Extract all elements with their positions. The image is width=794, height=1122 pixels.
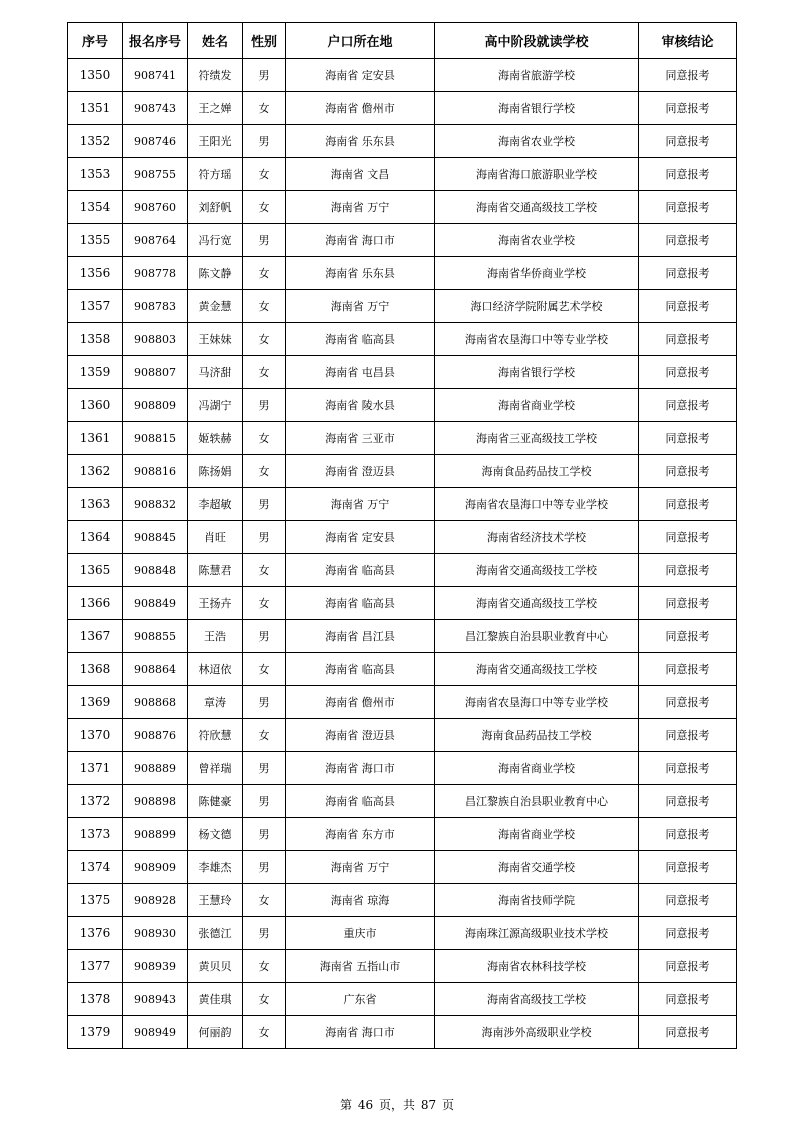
cell-seq: 1369 bbox=[68, 686, 123, 719]
cell-name: 马济甜 bbox=[188, 356, 243, 389]
table-row bbox=[68, 950, 737, 983]
table-row bbox=[68, 290, 737, 323]
cell-gender: 女 bbox=[243, 983, 286, 1016]
cell-review-result: 同意报考 bbox=[639, 785, 737, 818]
cell-high-school: 海南省商业学校 bbox=[435, 389, 639, 422]
cell-registration-no: 908889 bbox=[123, 752, 188, 785]
cell-gender: 女 bbox=[243, 290, 286, 323]
cell-seq: 1365 bbox=[68, 554, 123, 587]
cell-name: 王之婵 bbox=[188, 92, 243, 125]
cell-name: 黄佳琪 bbox=[188, 983, 243, 1016]
table-row bbox=[68, 323, 737, 356]
cell-name: 王扬卉 bbox=[188, 587, 243, 620]
cell-high-school: 海南食品药品技工学校 bbox=[435, 455, 639, 488]
cell-review-result: 同意报考 bbox=[639, 125, 737, 158]
cell-seq: 1363 bbox=[68, 488, 123, 521]
cell-high-school: 昌江黎族自治县职业教育中心 bbox=[435, 785, 639, 818]
cell-high-school: 海南省高级技工学校 bbox=[435, 983, 639, 1016]
cell-name: 李超敏 bbox=[188, 488, 243, 521]
cell-review-result: 同意报考 bbox=[639, 818, 737, 851]
cell-seq: 1358 bbox=[68, 323, 123, 356]
cell-gender: 女 bbox=[243, 191, 286, 224]
table-row bbox=[68, 191, 737, 224]
cell-household-location: 海南省 乐东县 bbox=[286, 257, 435, 290]
cell-household-location: 海南省 海口市 bbox=[286, 752, 435, 785]
table-row bbox=[68, 851, 737, 884]
cell-name: 姬轶赫 bbox=[188, 422, 243, 455]
table-row bbox=[68, 488, 737, 521]
cell-household-location: 海南省 定安县 bbox=[286, 59, 435, 92]
cell-seq: 1371 bbox=[68, 752, 123, 785]
cell-gender: 男 bbox=[243, 818, 286, 851]
cell-gender: 男 bbox=[243, 752, 286, 785]
cell-review-result: 同意报考 bbox=[639, 59, 737, 92]
cell-gender: 女 bbox=[243, 92, 286, 125]
cell-seq: 1368 bbox=[68, 653, 123, 686]
cell-registration-no: 908743 bbox=[123, 92, 188, 125]
table-row bbox=[68, 521, 737, 554]
cell-household-location: 海南省 屯昌县 bbox=[286, 356, 435, 389]
table-row bbox=[68, 257, 737, 290]
cell-high-school: 海南省商业学校 bbox=[435, 818, 639, 851]
cell-gender: 男 bbox=[243, 521, 286, 554]
cell-household-location: 海南省 海口市 bbox=[286, 1016, 435, 1049]
cell-name: 王阳光 bbox=[188, 125, 243, 158]
table-row bbox=[68, 653, 737, 686]
cell-registration-no: 908815 bbox=[123, 422, 188, 455]
cell-gender: 男 bbox=[243, 785, 286, 818]
cell-name: 符欣慧 bbox=[188, 719, 243, 752]
cell-seq: 1362 bbox=[68, 455, 123, 488]
cell-high-school: 海口经济学院附属艺术学校 bbox=[435, 290, 639, 323]
cell-name: 陈扬娟 bbox=[188, 455, 243, 488]
table-row bbox=[68, 719, 737, 752]
cell-household-location: 海南省 琼海 bbox=[286, 884, 435, 917]
cell-household-location: 海南省 万宁 bbox=[286, 851, 435, 884]
cell-registration-no: 908760 bbox=[123, 191, 188, 224]
cell-high-school: 海南省银行学校 bbox=[435, 92, 639, 125]
cell-review-result: 同意报考 bbox=[639, 356, 737, 389]
cell-review-result: 同意报考 bbox=[639, 224, 737, 257]
table-row bbox=[68, 785, 737, 818]
cell-review-result: 同意报考 bbox=[639, 983, 737, 1016]
table-row bbox=[68, 92, 737, 125]
cell-registration-no: 908848 bbox=[123, 554, 188, 587]
footer-total-pages: 87 bbox=[420, 1098, 437, 1112]
cell-gender: 女 bbox=[243, 653, 286, 686]
cell-registration-no: 908746 bbox=[123, 125, 188, 158]
footer-prefix: 第 bbox=[340, 1098, 353, 1112]
cell-review-result: 同意报考 bbox=[639, 719, 737, 752]
cell-seq: 1364 bbox=[68, 521, 123, 554]
column-header-high-school: 高中阶段就读学校 bbox=[435, 23, 639, 59]
cell-review-result: 同意报考 bbox=[639, 323, 737, 356]
cell-gender: 女 bbox=[243, 422, 286, 455]
cell-household-location: 海南省 临高县 bbox=[286, 554, 435, 587]
footer-suffix: 页 bbox=[441, 1098, 454, 1112]
cell-high-school: 海南省农业学校 bbox=[435, 224, 639, 257]
cell-review-result: 同意报考 bbox=[639, 620, 737, 653]
cell-seq: 1355 bbox=[68, 224, 123, 257]
cell-high-school: 海南省农垦海口中等专业学校 bbox=[435, 488, 639, 521]
cell-gender: 女 bbox=[243, 554, 286, 587]
cell-household-location: 海南省 临高县 bbox=[286, 323, 435, 356]
cell-household-location: 海南省 万宁 bbox=[286, 488, 435, 521]
cell-review-result: 同意报考 bbox=[639, 191, 737, 224]
cell-high-school: 海南省海口旅游职业学校 bbox=[435, 158, 639, 191]
cell-seq: 1375 bbox=[68, 884, 123, 917]
cell-gender: 男 bbox=[243, 620, 286, 653]
cell-name: 林迢依 bbox=[188, 653, 243, 686]
cell-household-location: 海南省 文昌 bbox=[286, 158, 435, 191]
cell-seq: 1374 bbox=[68, 851, 123, 884]
cell-review-result: 同意报考 bbox=[639, 917, 737, 950]
cell-registration-no: 908845 bbox=[123, 521, 188, 554]
cell-gender: 男 bbox=[243, 59, 286, 92]
cell-seq: 1357 bbox=[68, 290, 123, 323]
cell-seq: 1378 bbox=[68, 983, 123, 1016]
cell-registration-no: 908864 bbox=[123, 653, 188, 686]
cell-household-location: 海南省 儋州市 bbox=[286, 686, 435, 719]
column-header-household-location: 户口所在地 bbox=[286, 23, 435, 59]
cell-high-school: 海南省三亚高级技工学校 bbox=[435, 422, 639, 455]
cell-high-school: 海南省交通高级技工学校 bbox=[435, 191, 639, 224]
cell-review-result: 同意报考 bbox=[639, 257, 737, 290]
cell-high-school: 海南省商业学校 bbox=[435, 752, 639, 785]
cell-registration-no: 908778 bbox=[123, 257, 188, 290]
table-row bbox=[68, 158, 737, 191]
cell-name: 王慧玲 bbox=[188, 884, 243, 917]
cell-name: 王妹妹 bbox=[188, 323, 243, 356]
table-row bbox=[68, 356, 737, 389]
cell-name: 符绩发 bbox=[188, 59, 243, 92]
cell-gender: 男 bbox=[243, 224, 286, 257]
cell-high-school: 海南省农业学校 bbox=[435, 125, 639, 158]
cell-household-location: 海南省 陵水县 bbox=[286, 389, 435, 422]
cell-registration-no: 908868 bbox=[123, 686, 188, 719]
cell-review-result: 同意报考 bbox=[639, 851, 737, 884]
cell-name: 陈健豪 bbox=[188, 785, 243, 818]
cell-seq: 1366 bbox=[68, 587, 123, 620]
cell-review-result: 同意报考 bbox=[639, 752, 737, 785]
cell-gender: 女 bbox=[243, 587, 286, 620]
footer-current-page: 46 bbox=[357, 1098, 374, 1112]
cell-registration-no: 908849 bbox=[123, 587, 188, 620]
column-header-review-result: 审核结论 bbox=[639, 23, 737, 59]
cell-registration-no: 908764 bbox=[123, 224, 188, 257]
cell-gender: 女 bbox=[243, 323, 286, 356]
cell-gender: 女 bbox=[243, 158, 286, 191]
cell-seq: 1360 bbox=[68, 389, 123, 422]
table-row bbox=[68, 455, 737, 488]
cell-gender: 男 bbox=[243, 686, 286, 719]
footer-middle: 页，共 bbox=[378, 1098, 415, 1112]
cell-high-school: 海南省农垦海口中等专业学校 bbox=[435, 686, 639, 719]
cell-household-location: 海南省 海口市 bbox=[286, 224, 435, 257]
table-body bbox=[68, 59, 737, 1049]
cell-review-result: 同意报考 bbox=[639, 686, 737, 719]
table-row bbox=[68, 59, 737, 92]
cell-registration-no: 908783 bbox=[123, 290, 188, 323]
cell-seq: 1370 bbox=[68, 719, 123, 752]
cell-seq: 1373 bbox=[68, 818, 123, 851]
cell-name: 冯行宽 bbox=[188, 224, 243, 257]
table-row bbox=[68, 686, 737, 719]
cell-name: 李雄杰 bbox=[188, 851, 243, 884]
cell-high-school: 海南食品药品技工学校 bbox=[435, 719, 639, 752]
cell-seq: 1350 bbox=[68, 59, 123, 92]
cell-review-result: 同意报考 bbox=[639, 653, 737, 686]
cell-household-location: 海南省 万宁 bbox=[286, 290, 435, 323]
cell-name: 张德江 bbox=[188, 917, 243, 950]
cell-household-location: 海南省 澄迈县 bbox=[286, 455, 435, 488]
table-row bbox=[68, 917, 737, 950]
cell-review-result: 同意报考 bbox=[639, 1016, 737, 1049]
cell-registration-no: 908816 bbox=[123, 455, 188, 488]
cell-review-result: 同意报考 bbox=[639, 422, 737, 455]
cell-gender: 女 bbox=[243, 950, 286, 983]
cell-seq: 1354 bbox=[68, 191, 123, 224]
cell-high-school: 海南省交通学校 bbox=[435, 851, 639, 884]
table-row bbox=[68, 422, 737, 455]
cell-seq: 1351 bbox=[68, 92, 123, 125]
cell-name: 肖旺 bbox=[188, 521, 243, 554]
column-header-registration-no: 报名序号 bbox=[123, 23, 188, 59]
cell-household-location: 海南省 定安县 bbox=[286, 521, 435, 554]
cell-review-result: 同意报考 bbox=[639, 521, 737, 554]
cell-name: 章涛 bbox=[188, 686, 243, 719]
cell-review-result: 同意报考 bbox=[639, 950, 737, 983]
cell-household-location: 海南省 临高县 bbox=[286, 587, 435, 620]
cell-high-school: 海南省交通高级技工学校 bbox=[435, 587, 639, 620]
cell-seq: 1352 bbox=[68, 125, 123, 158]
cell-registration-no: 908943 bbox=[123, 983, 188, 1016]
cell-gender: 女 bbox=[243, 455, 286, 488]
cell-review-result: 同意报考 bbox=[639, 158, 737, 191]
cell-registration-no: 908876 bbox=[123, 719, 188, 752]
cell-household-location: 海南省 三亚市 bbox=[286, 422, 435, 455]
cell-review-result: 同意报考 bbox=[639, 884, 737, 917]
cell-household-location: 海南省 临高县 bbox=[286, 785, 435, 818]
cell-seq: 1376 bbox=[68, 917, 123, 950]
cell-registration-no: 908898 bbox=[123, 785, 188, 818]
cell-registration-no: 908809 bbox=[123, 389, 188, 422]
cell-gender: 男 bbox=[243, 488, 286, 521]
cell-gender: 男 bbox=[243, 851, 286, 884]
cell-registration-no: 908928 bbox=[123, 884, 188, 917]
cell-high-school: 海南省农垦海口中等专业学校 bbox=[435, 323, 639, 356]
cell-gender: 女 bbox=[243, 719, 286, 752]
cell-registration-no: 908930 bbox=[123, 917, 188, 950]
cell-seq: 1353 bbox=[68, 158, 123, 191]
table-row bbox=[68, 224, 737, 257]
cell-seq: 1379 bbox=[68, 1016, 123, 1049]
cell-review-result: 同意报考 bbox=[639, 554, 737, 587]
cell-high-school: 海南涉外高级职业学校 bbox=[435, 1016, 639, 1049]
cell-seq: 1356 bbox=[68, 257, 123, 290]
cell-registration-no: 908949 bbox=[123, 1016, 188, 1049]
table-row bbox=[68, 125, 737, 158]
cell-registration-no: 908741 bbox=[123, 59, 188, 92]
cell-name: 曾祥瑞 bbox=[188, 752, 243, 785]
cell-review-result: 同意报考 bbox=[639, 92, 737, 125]
cell-household-location: 海南省 乐东县 bbox=[286, 125, 435, 158]
cell-high-school: 海南省交通高级技工学校 bbox=[435, 554, 639, 587]
cell-review-result: 同意报考 bbox=[639, 389, 737, 422]
cell-household-location: 海南省 昌江县 bbox=[286, 620, 435, 653]
roster-table bbox=[67, 22, 737, 1049]
cell-registration-no: 908899 bbox=[123, 818, 188, 851]
cell-high-school: 海南珠江源高级职业技术学校 bbox=[435, 917, 639, 950]
cell-registration-no: 908909 bbox=[123, 851, 188, 884]
cell-name: 符方瑶 bbox=[188, 158, 243, 191]
cell-household-location: 海南省 东方市 bbox=[286, 818, 435, 851]
cell-household-location: 海南省 临高县 bbox=[286, 653, 435, 686]
cell-gender: 女 bbox=[243, 356, 286, 389]
cell-gender: 男 bbox=[243, 389, 286, 422]
cell-registration-no: 908939 bbox=[123, 950, 188, 983]
cell-review-result: 同意报考 bbox=[639, 587, 737, 620]
column-header-name: 姓名 bbox=[188, 23, 243, 59]
cell-household-location: 重庆市 bbox=[286, 917, 435, 950]
table-row bbox=[68, 389, 737, 422]
cell-name: 何丽韵 bbox=[188, 1016, 243, 1049]
cell-seq: 1367 bbox=[68, 620, 123, 653]
cell-high-school: 海南省农林科技学校 bbox=[435, 950, 639, 983]
cell-seq: 1372 bbox=[68, 785, 123, 818]
cell-name: 陈慧君 bbox=[188, 554, 243, 587]
cell-gender: 女 bbox=[243, 1016, 286, 1049]
cell-household-location: 广东省 bbox=[286, 983, 435, 1016]
table-row bbox=[68, 983, 737, 1016]
cell-gender: 男 bbox=[243, 125, 286, 158]
cell-high-school: 海南省技师学院 bbox=[435, 884, 639, 917]
cell-review-result: 同意报考 bbox=[639, 488, 737, 521]
cell-review-result: 同意报考 bbox=[639, 455, 737, 488]
cell-seq: 1359 bbox=[68, 356, 123, 389]
table-row bbox=[68, 752, 737, 785]
cell-seq: 1377 bbox=[68, 950, 123, 983]
cell-registration-no: 908855 bbox=[123, 620, 188, 653]
cell-registration-no: 908755 bbox=[123, 158, 188, 191]
cell-registration-no: 908832 bbox=[123, 488, 188, 521]
cell-household-location: 海南省 儋州市 bbox=[286, 92, 435, 125]
cell-name: 陈文静 bbox=[188, 257, 243, 290]
cell-household-location: 海南省 澄迈县 bbox=[286, 719, 435, 752]
page-footer bbox=[0, 1096, 794, 1113]
cell-name: 黄金慧 bbox=[188, 290, 243, 323]
table-row bbox=[68, 1016, 737, 1049]
cell-high-school: 海南省交通高级技工学校 bbox=[435, 653, 639, 686]
cell-high-school: 海南省华侨商业学校 bbox=[435, 257, 639, 290]
cell-name: 黄贝贝 bbox=[188, 950, 243, 983]
cell-name: 刘舒帆 bbox=[188, 191, 243, 224]
cell-high-school: 海南省银行学校 bbox=[435, 356, 639, 389]
cell-high-school: 海南省经济技术学校 bbox=[435, 521, 639, 554]
cell-gender: 女 bbox=[243, 884, 286, 917]
cell-registration-no: 908807 bbox=[123, 356, 188, 389]
cell-high-school: 海南省旅游学校 bbox=[435, 59, 639, 92]
cell-high-school: 昌江黎族自治县职业教育中心 bbox=[435, 620, 639, 653]
table-row bbox=[68, 620, 737, 653]
table-header-row bbox=[68, 23, 737, 59]
cell-name: 冯湖宁 bbox=[188, 389, 243, 422]
column-header-gender: 性别 bbox=[243, 23, 286, 59]
cell-household-location: 海南省 五指山市 bbox=[286, 950, 435, 983]
cell-household-location: 海南省 万宁 bbox=[286, 191, 435, 224]
table-row bbox=[68, 554, 737, 587]
column-header-seq: 序号 bbox=[68, 23, 123, 59]
cell-name: 王浩 bbox=[188, 620, 243, 653]
cell-seq: 1361 bbox=[68, 422, 123, 455]
cell-review-result: 同意报考 bbox=[639, 290, 737, 323]
table-row bbox=[68, 884, 737, 917]
cell-gender: 男 bbox=[243, 917, 286, 950]
cell-registration-no: 908803 bbox=[123, 323, 188, 356]
cell-gender: 女 bbox=[243, 257, 286, 290]
table-row bbox=[68, 818, 737, 851]
table-row bbox=[68, 587, 737, 620]
cell-name: 杨文德 bbox=[188, 818, 243, 851]
